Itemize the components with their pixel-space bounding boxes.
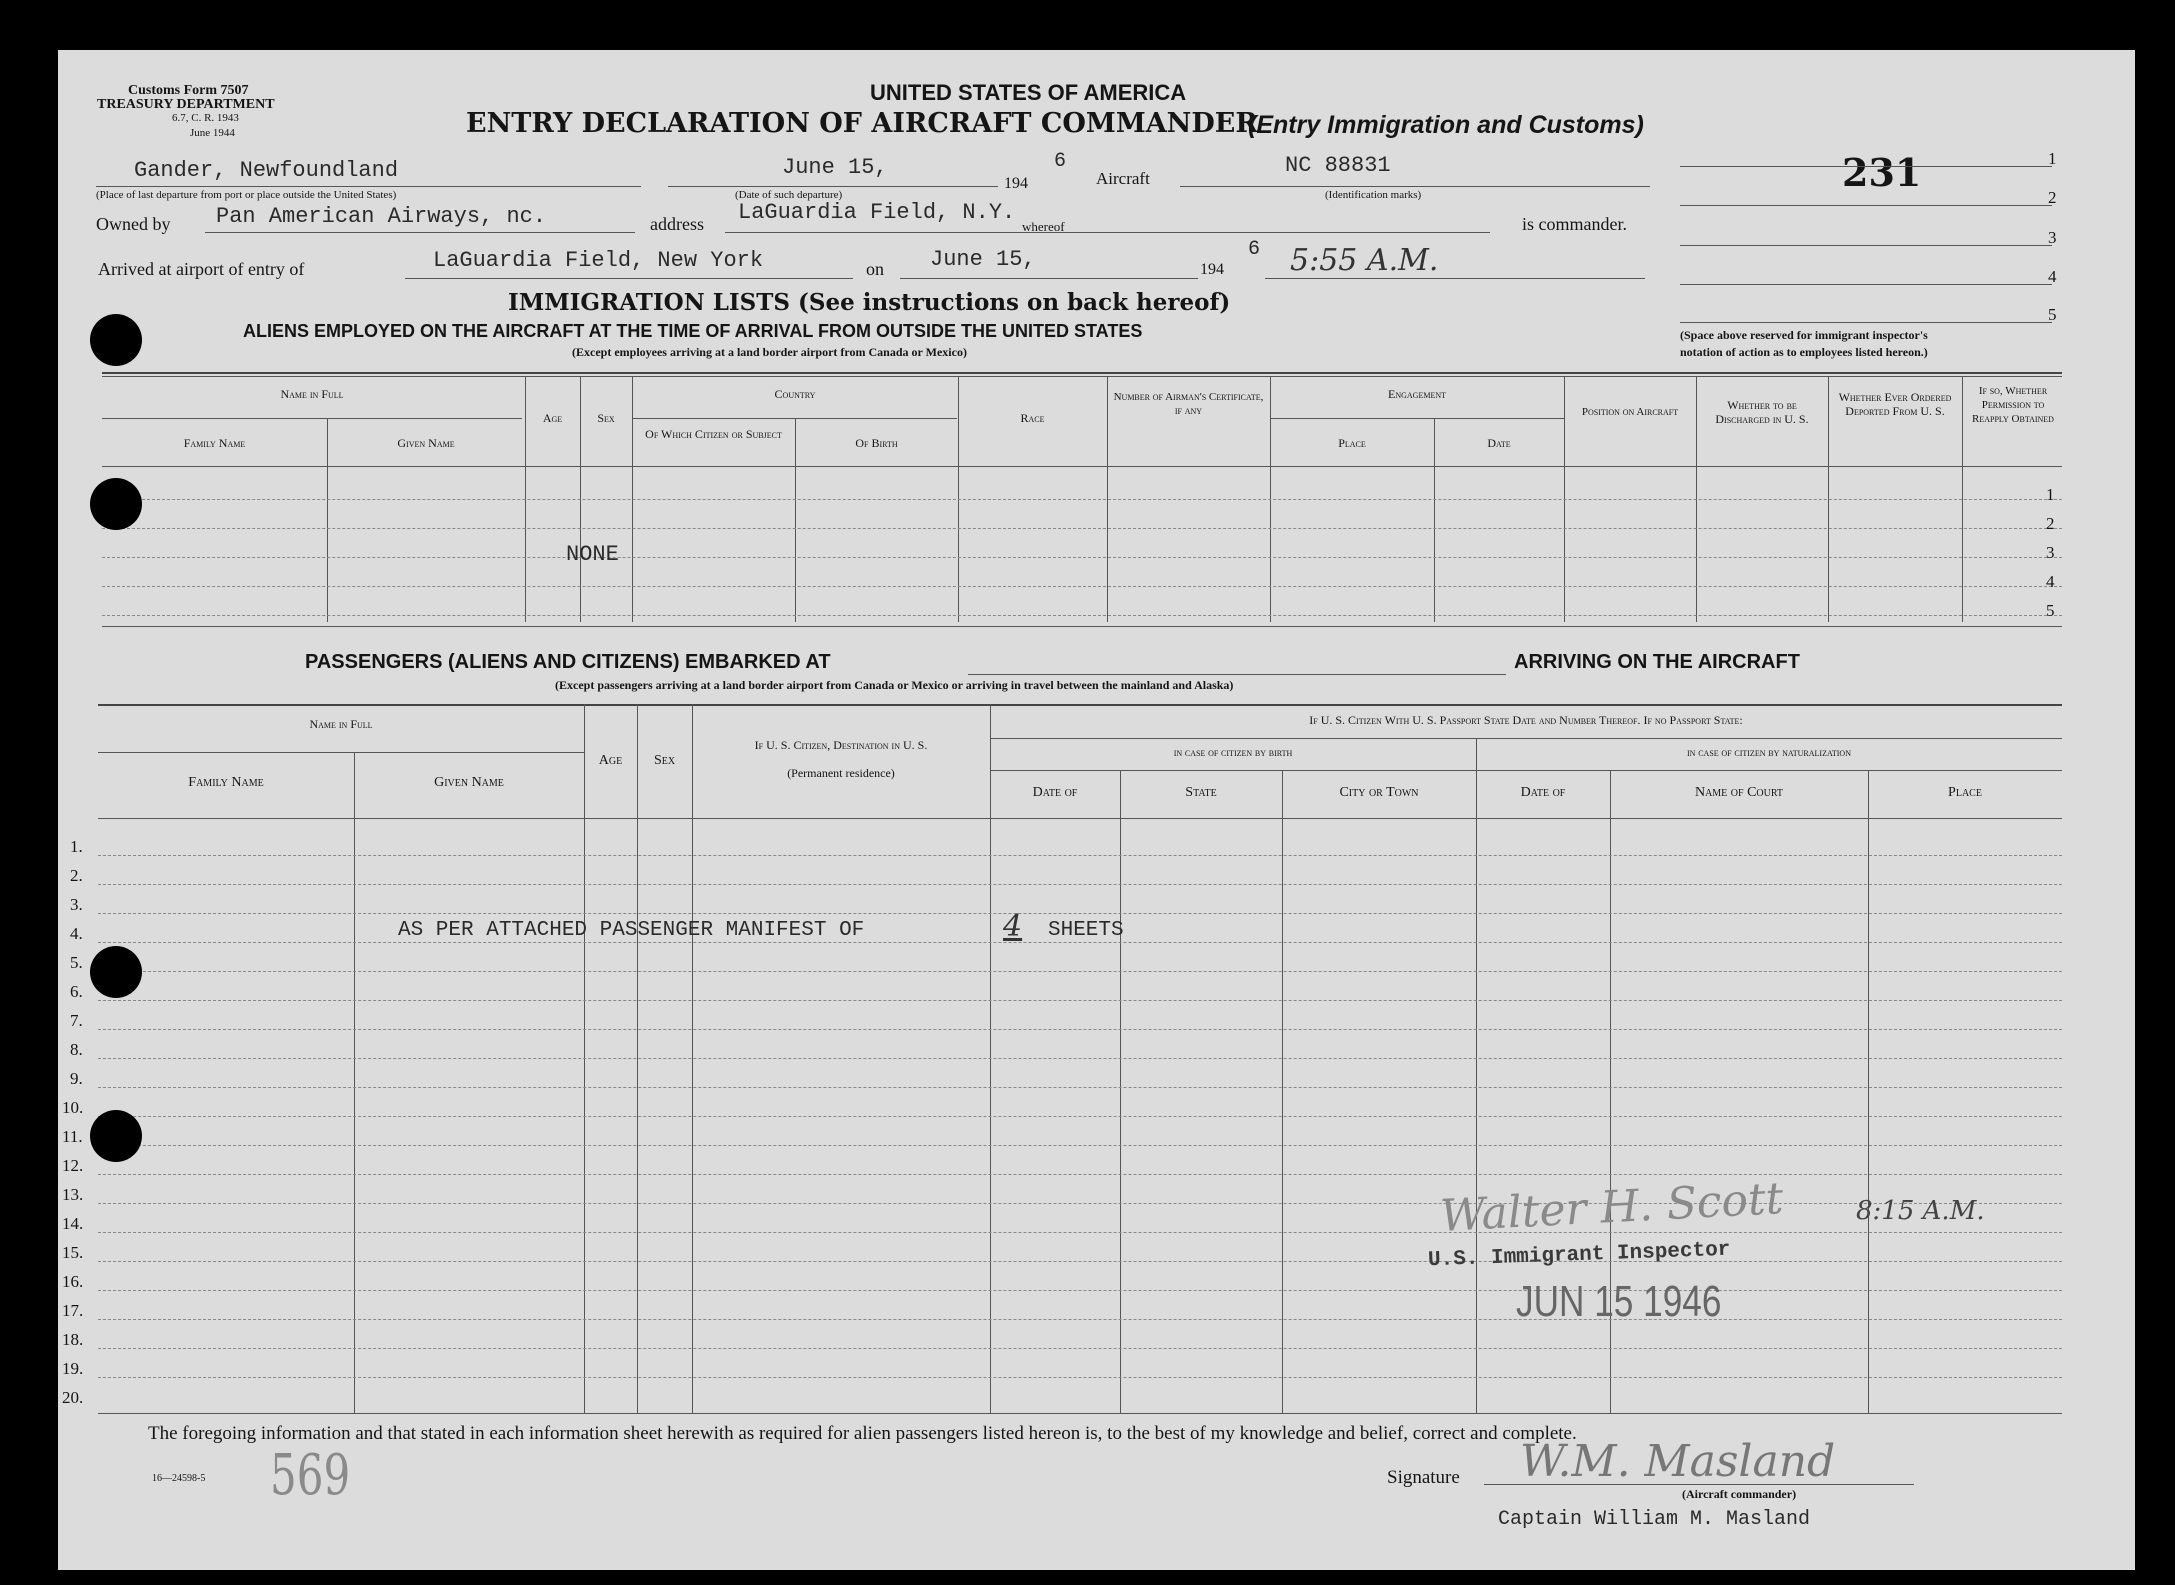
row-number: 7. <box>70 1011 83 1030</box>
col-city: City or Town <box>1339 785 1419 800</box>
col-destination: If U. S. Citizen, Destination in U. S. <box>754 738 928 752</box>
punch-hole <box>90 946 142 998</box>
table-row <box>98 1000 2062 1001</box>
punch-hole <box>90 478 142 530</box>
row-number: 3 <box>2046 543 2055 562</box>
column-rule <box>1476 738 1477 1414</box>
country-heading: UNITED STATES OF AMERICA <box>870 80 1187 105</box>
col-name-in-full: Name in Full <box>280 387 344 401</box>
table-row <box>98 1087 2062 1088</box>
row-number: 4. <box>70 924 83 943</box>
table-row <box>98 971 2062 972</box>
table-row <box>98 1116 2062 1117</box>
row-number: 17. <box>62 1301 84 1320</box>
table-row <box>98 1029 2062 1030</box>
reserved-line-5 <box>1680 322 2052 323</box>
col-name-in-full: Name in Full <box>309 717 373 731</box>
form-title: ENTRY DECLARATION OF AIRCRAFT COMMANDER <box>466 108 1258 139</box>
row-number: 18. <box>62 1330 84 1349</box>
table-row <box>102 499 2062 500</box>
underline <box>405 278 853 279</box>
col-place: Place <box>1948 785 1982 800</box>
col-by-birth: in case of citizen by birth <box>1173 747 1293 759</box>
column-rule <box>637 704 638 1414</box>
table-row <box>98 1058 2062 1059</box>
whereof-label: whereof <box>1022 219 1065 234</box>
table-bottom-rule <box>102 626 2062 627</box>
departure-year-prefix: 194 <box>1004 175 1028 192</box>
col-permission: If so, Whether Permission to Reapply Obtained <box>1972 385 2054 425</box>
col-by-naturalization: in case of citizen by naturalization <box>1687 747 1851 759</box>
row-number: 16. <box>62 1272 84 1291</box>
table-row <box>98 884 2062 885</box>
table-top-rule <box>102 372 2062 374</box>
none-entry: NONE <box>566 542 619 567</box>
serial-number: 231 <box>1842 150 1922 195</box>
table-top-rule <box>102 376 2062 377</box>
reserved-number: 3 <box>2048 228 2057 247</box>
table-row <box>102 615 2062 616</box>
punch-hole <box>90 314 142 366</box>
margin-number: 569 <box>270 1443 351 1508</box>
underline <box>668 186 998 187</box>
row-number: 5. <box>70 953 83 972</box>
commander-caption: (Aircraft commander) <box>1682 1487 1797 1501</box>
row-number: 9. <box>70 1069 83 1088</box>
row-number: 11. <box>62 1127 83 1146</box>
arrival-on-label: on <box>866 259 884 279</box>
row-number: 13. <box>62 1185 84 1204</box>
manifest-sheets: SHEETS <box>1048 919 1124 942</box>
passengers-note: (Except passengers arriving at a land border airport from Canada or Mexico or arriving in travel between the mainland and Alaska) <box>555 678 1234 692</box>
arrival-date: June 15, <box>930 247 1036 272</box>
reserved-number: 4 <box>2048 267 2057 286</box>
row-number: 20. <box>62 1388 84 1407</box>
col-date-of-2: Date of <box>1520 785 1566 800</box>
col-certificate: Number of Airman's Certificate, if any <box>1113 391 1264 417</box>
inspector-time: 8:15 A.M. <box>1856 1196 1985 1226</box>
header-divider <box>102 418 522 419</box>
arrival-airport: LaGuardia Field, New York <box>433 248 764 273</box>
col-state: State <box>1185 785 1217 800</box>
departure-place-caption: (Place of last departure from port or place outside the United States) <box>96 189 397 201</box>
header-divider <box>1270 418 1564 419</box>
col-age: Age <box>598 753 623 768</box>
header-divider <box>98 752 584 753</box>
col-deported: Whether Ever Ordered Deported From U. S. <box>1838 390 1952 418</box>
col-passport: If U. S. Citizen With U. S. Passport State Date and Number Thereof. If no Passport State: <box>1309 713 1743 727</box>
immigration-note: (Except employees arriving at a land border airport from Canada or Mexico) <box>572 345 967 359</box>
owned-by-label: Owned by <box>96 214 171 234</box>
owner-name: Pan American Airways, nc. <box>216 204 547 229</box>
underline <box>725 232 1490 233</box>
underline <box>900 278 1198 279</box>
underline <box>96 186 641 187</box>
col-given-name: Given Name <box>434 775 504 790</box>
col-place: Place <box>1338 436 1366 450</box>
departure-place: Gander, Newfoundland <box>134 158 399 183</box>
arrival-year-prefix: 194 <box>1200 261 1224 278</box>
signature-line <box>1484 1484 1914 1485</box>
form-number: Customs Form 7507 <box>128 83 249 98</box>
row-number: 14. <box>62 1214 84 1233</box>
commander-name: Captain William M. Masland <box>1498 1508 1811 1531</box>
underline <box>205 232 635 233</box>
table-row <box>98 1145 2062 1146</box>
row-number: 2. <box>70 866 83 885</box>
manifest-count: 4 <box>1003 909 1023 944</box>
reserved-number: 1 <box>2048 149 2057 168</box>
reserved-line-2 <box>1680 205 2052 206</box>
regulation: 6.7, C. R. 1943 <box>172 112 239 124</box>
header-divider <box>990 770 2062 771</box>
inspector-title: U.S. Immigrant Inspector <box>1427 1238 1731 1273</box>
department: TREASURY DEPARTMENT <box>97 97 275 112</box>
departure-date-caption: (Date of such departure) <box>735 189 843 201</box>
passengers-title-right: ARRIVING ON THE AIRCRAFT <box>1514 651 1800 673</box>
table-bottom-rule <box>98 1413 2062 1414</box>
col-country: Country <box>774 387 816 401</box>
col-age: Age <box>542 411 563 425</box>
row-number: 10. <box>62 1098 84 1117</box>
table-row <box>98 1232 2062 1233</box>
embarked-at-line <box>968 674 1506 675</box>
reserved-line-1 <box>1680 166 2052 167</box>
column-rule <box>354 752 355 1414</box>
form-subtitle: (Entry Immigration and Customs) <box>1248 111 1644 139</box>
row-number: 1. <box>70 837 83 856</box>
aircraft-label: Aircraft <box>1096 169 1150 188</box>
header-bottom-rule <box>102 466 2062 467</box>
col-family-name: Family Name <box>183 436 246 450</box>
table-top-rule <box>98 704 2062 706</box>
inspector-signature: Walter H. Scott <box>1438 1173 1785 1242</box>
form-date: June 1944 <box>190 127 235 139</box>
table-row <box>98 1348 2062 1349</box>
aircraft-id: NC 88831 <box>1285 153 1391 178</box>
column-rule <box>584 704 585 1414</box>
reserved-line-3 <box>1680 245 2052 246</box>
column-rule <box>1868 770 1869 1414</box>
col-sex: Sex <box>597 411 615 425</box>
row-number: 2 <box>2046 514 2055 533</box>
commander-label: is commander. <box>1522 214 1627 234</box>
table-row <box>98 1261 2062 1262</box>
signature-label: Signature <box>1387 1467 1460 1488</box>
immigration-title: IMMIGRATION LISTS (See instructions on back hereof) <box>508 289 1231 316</box>
table-row <box>102 586 2062 587</box>
row-number: 15. <box>62 1243 84 1262</box>
header-divider <box>990 738 2062 739</box>
departure-date: June 15, <box>782 155 888 180</box>
certification-text: The foregoing information and that stated in each information sheet herewith as required for alien passengers listed hereon is, to the best of my knowledge and belief, correct and complete. <box>148 1423 1577 1444</box>
header-bottom-rule <box>98 818 2062 819</box>
aircraft-caption: (Identification marks) <box>1325 189 1422 201</box>
col-race: Race <box>1020 411 1045 425</box>
table-row <box>98 942 2062 943</box>
col-date-of: Date of <box>1032 785 1078 800</box>
departure-year-digit: 6 <box>1054 150 1067 173</box>
column-rule <box>1282 770 1283 1414</box>
row-number: 5 <box>2046 601 2055 620</box>
reserved-number: 5 <box>2048 305 2057 324</box>
col-sex: Sex <box>653 753 676 768</box>
immigration-subtitle: ALIENS EMPLOYED ON THE AIRCRAFT AT THE TIME OF ARRIVAL FROM OUTSIDE THE UNITED STATES <box>243 321 1143 341</box>
owner-address: LaGuardia Field, N.Y. <box>738 200 1016 225</box>
col-discharged: Whether to be Discharged in U. S. <box>1715 398 1809 426</box>
reserved-line-4 <box>1680 284 2052 285</box>
underline <box>1265 278 1645 279</box>
reserved-note: notation of action as to employees listed hereon.) <box>1680 345 1928 359</box>
arrival-time: 5:55 A.M. <box>1290 243 1439 278</box>
row-number: 4 <box>2046 572 2055 591</box>
col-engagement: Engagement <box>1388 387 1446 401</box>
col-citizen: Of Which Citizen or Subject <box>645 427 782 441</box>
row-number: 12. <box>62 1156 84 1175</box>
arrival-label: Arrived at airport of entry of <box>98 259 305 279</box>
punch-hole <box>90 1110 142 1162</box>
table-row <box>102 528 2062 529</box>
footer-code: 16—24598-5 <box>152 1473 206 1484</box>
table-row <box>98 1290 2062 1291</box>
table-row <box>98 855 2062 856</box>
row-number: 3. <box>70 895 83 914</box>
reserved-number: 2 <box>2048 188 2057 207</box>
column-rule <box>990 704 991 1414</box>
table-row <box>98 913 2062 914</box>
table-row <box>102 557 2062 558</box>
column-rule <box>1120 770 1121 1414</box>
table-row <box>98 1377 2062 1378</box>
reserved-note: (Space above reserved for immigrant inspector's <box>1680 328 1928 342</box>
underline <box>1180 186 1650 187</box>
col-date: Date <box>1487 436 1511 450</box>
row-number: 1 <box>2046 485 2055 504</box>
passengers-title: PASSENGERS (ALIENS AND CITIZENS) EMBARKED AT <box>305 651 831 673</box>
column-rule <box>692 704 693 1414</box>
date-stamp: JUN 15 1946 <box>1516 1277 1722 1326</box>
col-destination-sub: (Permanent residence) <box>787 766 895 780</box>
arrival-year-digit: 6 <box>1248 238 1261 261</box>
col-birth: Of Birth <box>855 436 898 450</box>
col-given-name: Given Name <box>397 436 455 450</box>
table-row <box>98 1319 2062 1320</box>
address-label: address <box>650 214 704 234</box>
row-number: 6. <box>70 982 83 1001</box>
col-court: Name of Court <box>1694 785 1784 800</box>
col-family-name: Family Name <box>188 775 264 790</box>
commander-signature: W.M. Masland <box>1520 1436 1836 1487</box>
col-position: Position on Aircraft <box>1581 406 1679 418</box>
row-number: 8. <box>70 1040 83 1059</box>
manifest-note: AS PER ATTACHED PASSENGER MANIFEST OF <box>398 919 865 942</box>
row-number: 19. <box>62 1359 84 1378</box>
